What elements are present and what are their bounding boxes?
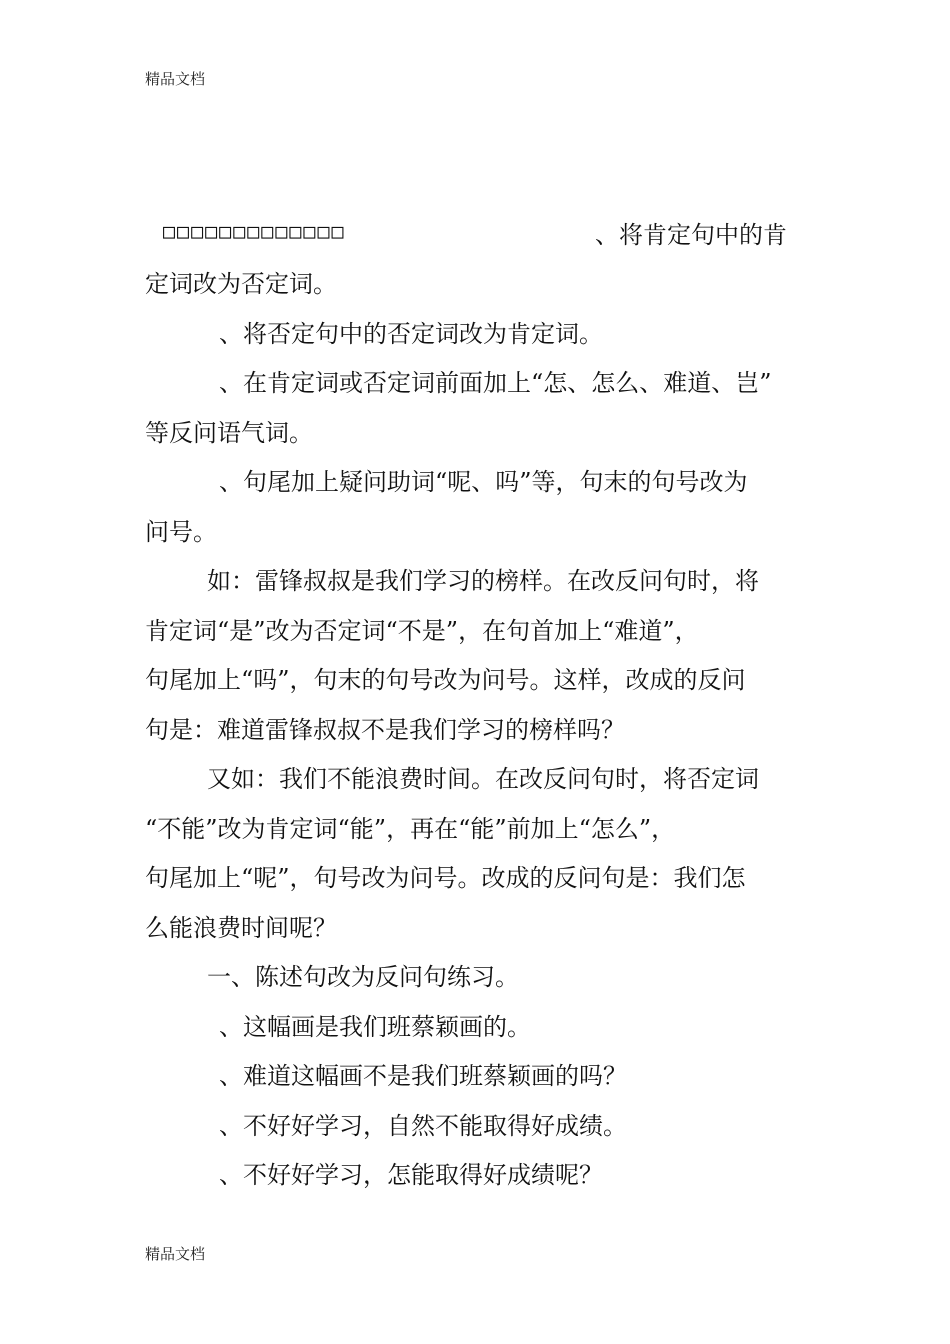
example-2-line-3: 句尾加上“呢”，句号改为问号。改成的反问句是：我们怎 <box>145 864 746 892</box>
page-header-label: 精品文档 <box>145 70 206 88</box>
exercise-item: 、这幅画是我们班蔡颖画的。 <box>219 1012 531 1041</box>
section-title: 一、陈述句改为反问句练习。 <box>207 963 519 991</box>
garbled-heading: □□□□□□□□□□□□□ <box>163 219 346 243</box>
example-2-line-1: 又如：我们不能浪费时间。在改反问句时，将否定词 <box>207 765 759 793</box>
exercise-item: 、不好好学习，怎能取得好成绩呢？ <box>219 1161 603 1189</box>
rule-4-line-1: 、句尾加上疑问助词“呢、吗”等，句末的句号改为 <box>219 468 748 496</box>
rule-3-line-2: 等反问语气词。 <box>145 418 313 447</box>
example-1-line-1: 如：雷锋叔叔是我们学习的榜样。在改反问句时，将 <box>207 567 759 595</box>
example-1-line-3: 句尾加上“吗”，句末的句号改为问号。这样，改成的反问 <box>145 666 746 694</box>
example-1-line-2: 肯定词“是”改为否定词“不是”，在句首加上“难道”， <box>145 616 699 645</box>
example-2-line-2: “不能”改为肯定词“能”，再在“能”前加上“怎么”， <box>145 814 676 843</box>
exercise-item: 、不好好学习，自然不能取得好成绩。 <box>219 1111 627 1140</box>
rule-3-line-1: 、在肯定词或否定词前面加上“怎、怎么、难道、岂” <box>219 369 772 397</box>
rule-4-line-2: 问号。 <box>145 517 217 546</box>
example-2-line-4: 么能浪费时间呢？ <box>145 913 337 942</box>
example-1-line-4: 句是：难道雷锋叔叔不是我们学习的榜样吗？ <box>145 715 625 744</box>
rule-1-tail: 定词改为否定词。 <box>145 270 337 298</box>
rule-1-head: 、将肯定句中的肯 <box>595 221 787 249</box>
rule-2: 、将否定句中的否定词改为肯定词。 <box>219 319 603 348</box>
page-footer-label: 精品文档 <box>145 1245 206 1263</box>
exercise-item: 、难道这幅画不是我们班蔡颖画的吗？ <box>219 1062 627 1090</box>
document-body <box>145 260 810 1201</box>
